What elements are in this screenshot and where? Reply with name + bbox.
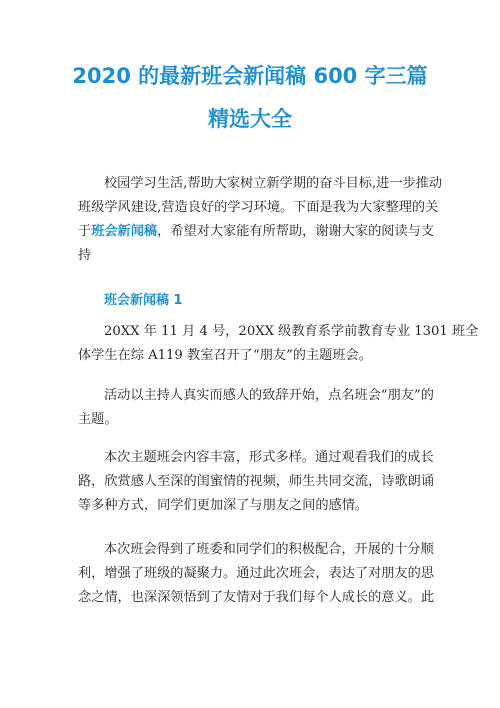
paragraph-4 (78, 538, 435, 610)
paragraph-4-line-3: 念之情，也深深领悟到了友情对于我们每个人成长的意义。此 (78, 590, 435, 605)
document-title-line-1: 2020 的最新班会新闻稿 600 字三篇 (72, 64, 428, 88)
paragraph-2-line-1: 活动以主持人真实而感人的致辞开始，点名班会“朋友”的 (104, 388, 434, 403)
paragraph-3-line-1: 本次主题班会内容丰富，形式多样。通过观看我们的成长 (104, 450, 434, 465)
paragraph-2 (78, 384, 434, 432)
intro-paragraph (78, 172, 443, 268)
intro-line-3-prefix: 于 (78, 224, 92, 239)
intro-line-3 (78, 220, 435, 244)
paragraph-3-line-3: 等多种方式，同学们更加深了与朋友之间的感情。 (78, 498, 369, 513)
paragraph-1-line-2: 体学生在综 A119 教室召开了“朋友”的主题班会。 (78, 348, 372, 363)
section-heading: 班会新闻稿 1 (104, 293, 183, 308)
intro-line-3-suffix: ，希望对大家能有所帮助，谢谢大家的阅读与支 (157, 224, 435, 239)
intro-line-2: 班级学风建设,营造良好的学习环境。下面是我为大家整理的关 (78, 200, 439, 215)
intro-line-1: 校园学习生活,帮助大家树立新学期的奋斗目标,进一步推动 (104, 176, 443, 191)
paragraph-2-line-2: 主题。 (78, 412, 118, 427)
paragraph-1 (78, 320, 479, 368)
paragraph-3-line-2: 路，欣赏感人至深的闺蜜情的视频，师生共同交流，诗歌朗诵 (78, 474, 435, 489)
paragraph-3 (78, 446, 435, 518)
paragraph-4-line-1: 本次班会得到了班委和同学们的积极配合，开展的十分顺 (104, 542, 434, 557)
paragraph-4-line-2: 利，增强了班级的凝聚力。通过此次班会，表达了对朋友的思 (78, 566, 435, 581)
news-draft-link[interactable]: 班会新闻稿 (91, 224, 158, 239)
document-title-line-2: 精选大全 (208, 107, 292, 131)
intro-line-4: 持 (78, 248, 92, 263)
paragraph-1-line-1: 20XX 年 11 月 4 号，20XX 级教育系学前教育专业 1301 班全 (104, 324, 479, 339)
